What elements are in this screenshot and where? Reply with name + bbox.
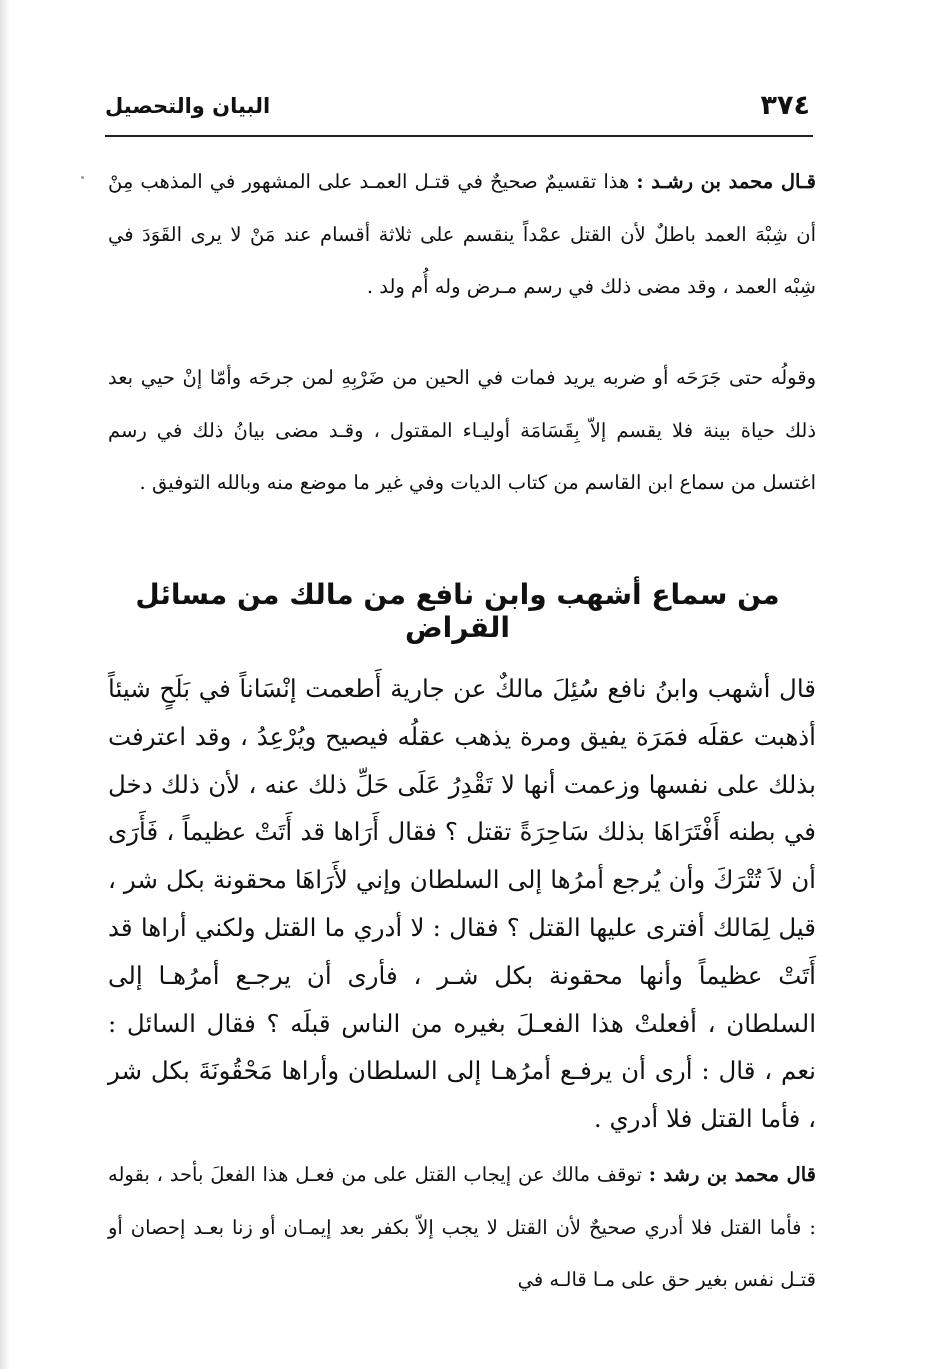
running-title: البيان والتحصيل <box>105 94 271 118</box>
paragraph-text: وقولُه حتى جَرَحَه أو ضربه يريد فمات في الحين من ضَرْبِهِ لمن جرحَه وأمّا إنْ حيي بعد ذلك حياة بينة فلا يقسم إلاّ بِقَسَامَة أوليـاء المقتول ، وقـد مضى بيانُ ذلك في رسم اغتسل من سماع ابن القاسم من كتاب الديات وفي غير ما موضع منه وبالله التوفيق . <box>108 366 816 494</box>
paragraph-text: قال أشهب وابنُ نافع سُئِلَ مالكٌ عن جارية أَطعمت إنْسَاناً في بَلَحٍ شيئاً أذهبت عقلَه فمَرَة يفيق ومرة يذهب عقلُه فيصيح ويُرْعِدُ ، وقد اعترفت بذلك على نفسها وزعمت أنها لا تَقْدِرُ عَلَى حَلِّ ذلك عنه ، لأن ذلك دخل في بطنه أَفْتَرَاهَا بذلك سَاحِرَةً تقتل ؟ فقال أَرَاها قد أَتَتْ عظيماً ، فَأَرَى أن لاَ تُتْرَكَ وأن يُرجع أمرُها إلى السلطان وإني لأَرَاهَا محقونة بكل شر ، قيل لِمَالك أفترى عليها القتل ؟ فقال : لا أدري ما القتل ولكني أراها قد أَتَتْ عظيماً وأنها محقونة بكل شـر ، فأرى أن يرجـع أمرُهـا إلى السلطان ، أفعلتْ هذا الفعـلَ بغيره من الناس قبلَه ؟ فقال السائل : نعم ، قال : أرى أن يرفـع أمرُهـا إلى السلطان وأراها مَحْقُونَةَ بكل شر ، فأما القتل فلا أدري . <box>108 674 816 1134</box>
commentary-paragraph-2 <box>108 352 816 510</box>
scan-edge-shadow <box>0 0 10 1369</box>
speaker-label: قـال محمد بن رشـد : <box>636 170 816 193</box>
page-number: ٣٧٤ <box>760 90 810 121</box>
paragraph-text: هذا تقسيمٌ صحيحٌ في قتـل العمـد على المشهور في المذهب مِنْ أن شِبْهَ العمد باطلٌ لأن القتل عمْداً ينقسم على ثلاثة أقسام عند مَنْ لا يرى القَوَدَ في شِبْه العمد ، وقد مضى ذلك في رسم مـرض وله أُم ولد . <box>108 170 816 298</box>
section-heading: من سماع أشهب وابن نافع من مالك من مسائل القراض <box>135 578 780 644</box>
paragraph-text: توقف مالك عن إيجاب القتل على من فعـل هذا الفعلَ بأحد ، بقوله : فأما القتل فلا أدري صحيحٌ لأن القتل لا يجب إلاّ بكفر بعد إيمـان أو زنا بعـد إحصان أو قتـل نفس بغير حق على مـا قالـه في <box>108 1163 816 1291</box>
commentary-paragraph-1 <box>108 156 816 314</box>
narration-paragraph <box>108 665 816 1143</box>
page-header <box>105 86 810 130</box>
commentary-paragraph-3 <box>108 1149 816 1307</box>
scan-speck <box>81 176 84 179</box>
header-divider <box>105 135 813 137</box>
speaker-label: قال محمد بن رشد : <box>648 1163 816 1186</box>
